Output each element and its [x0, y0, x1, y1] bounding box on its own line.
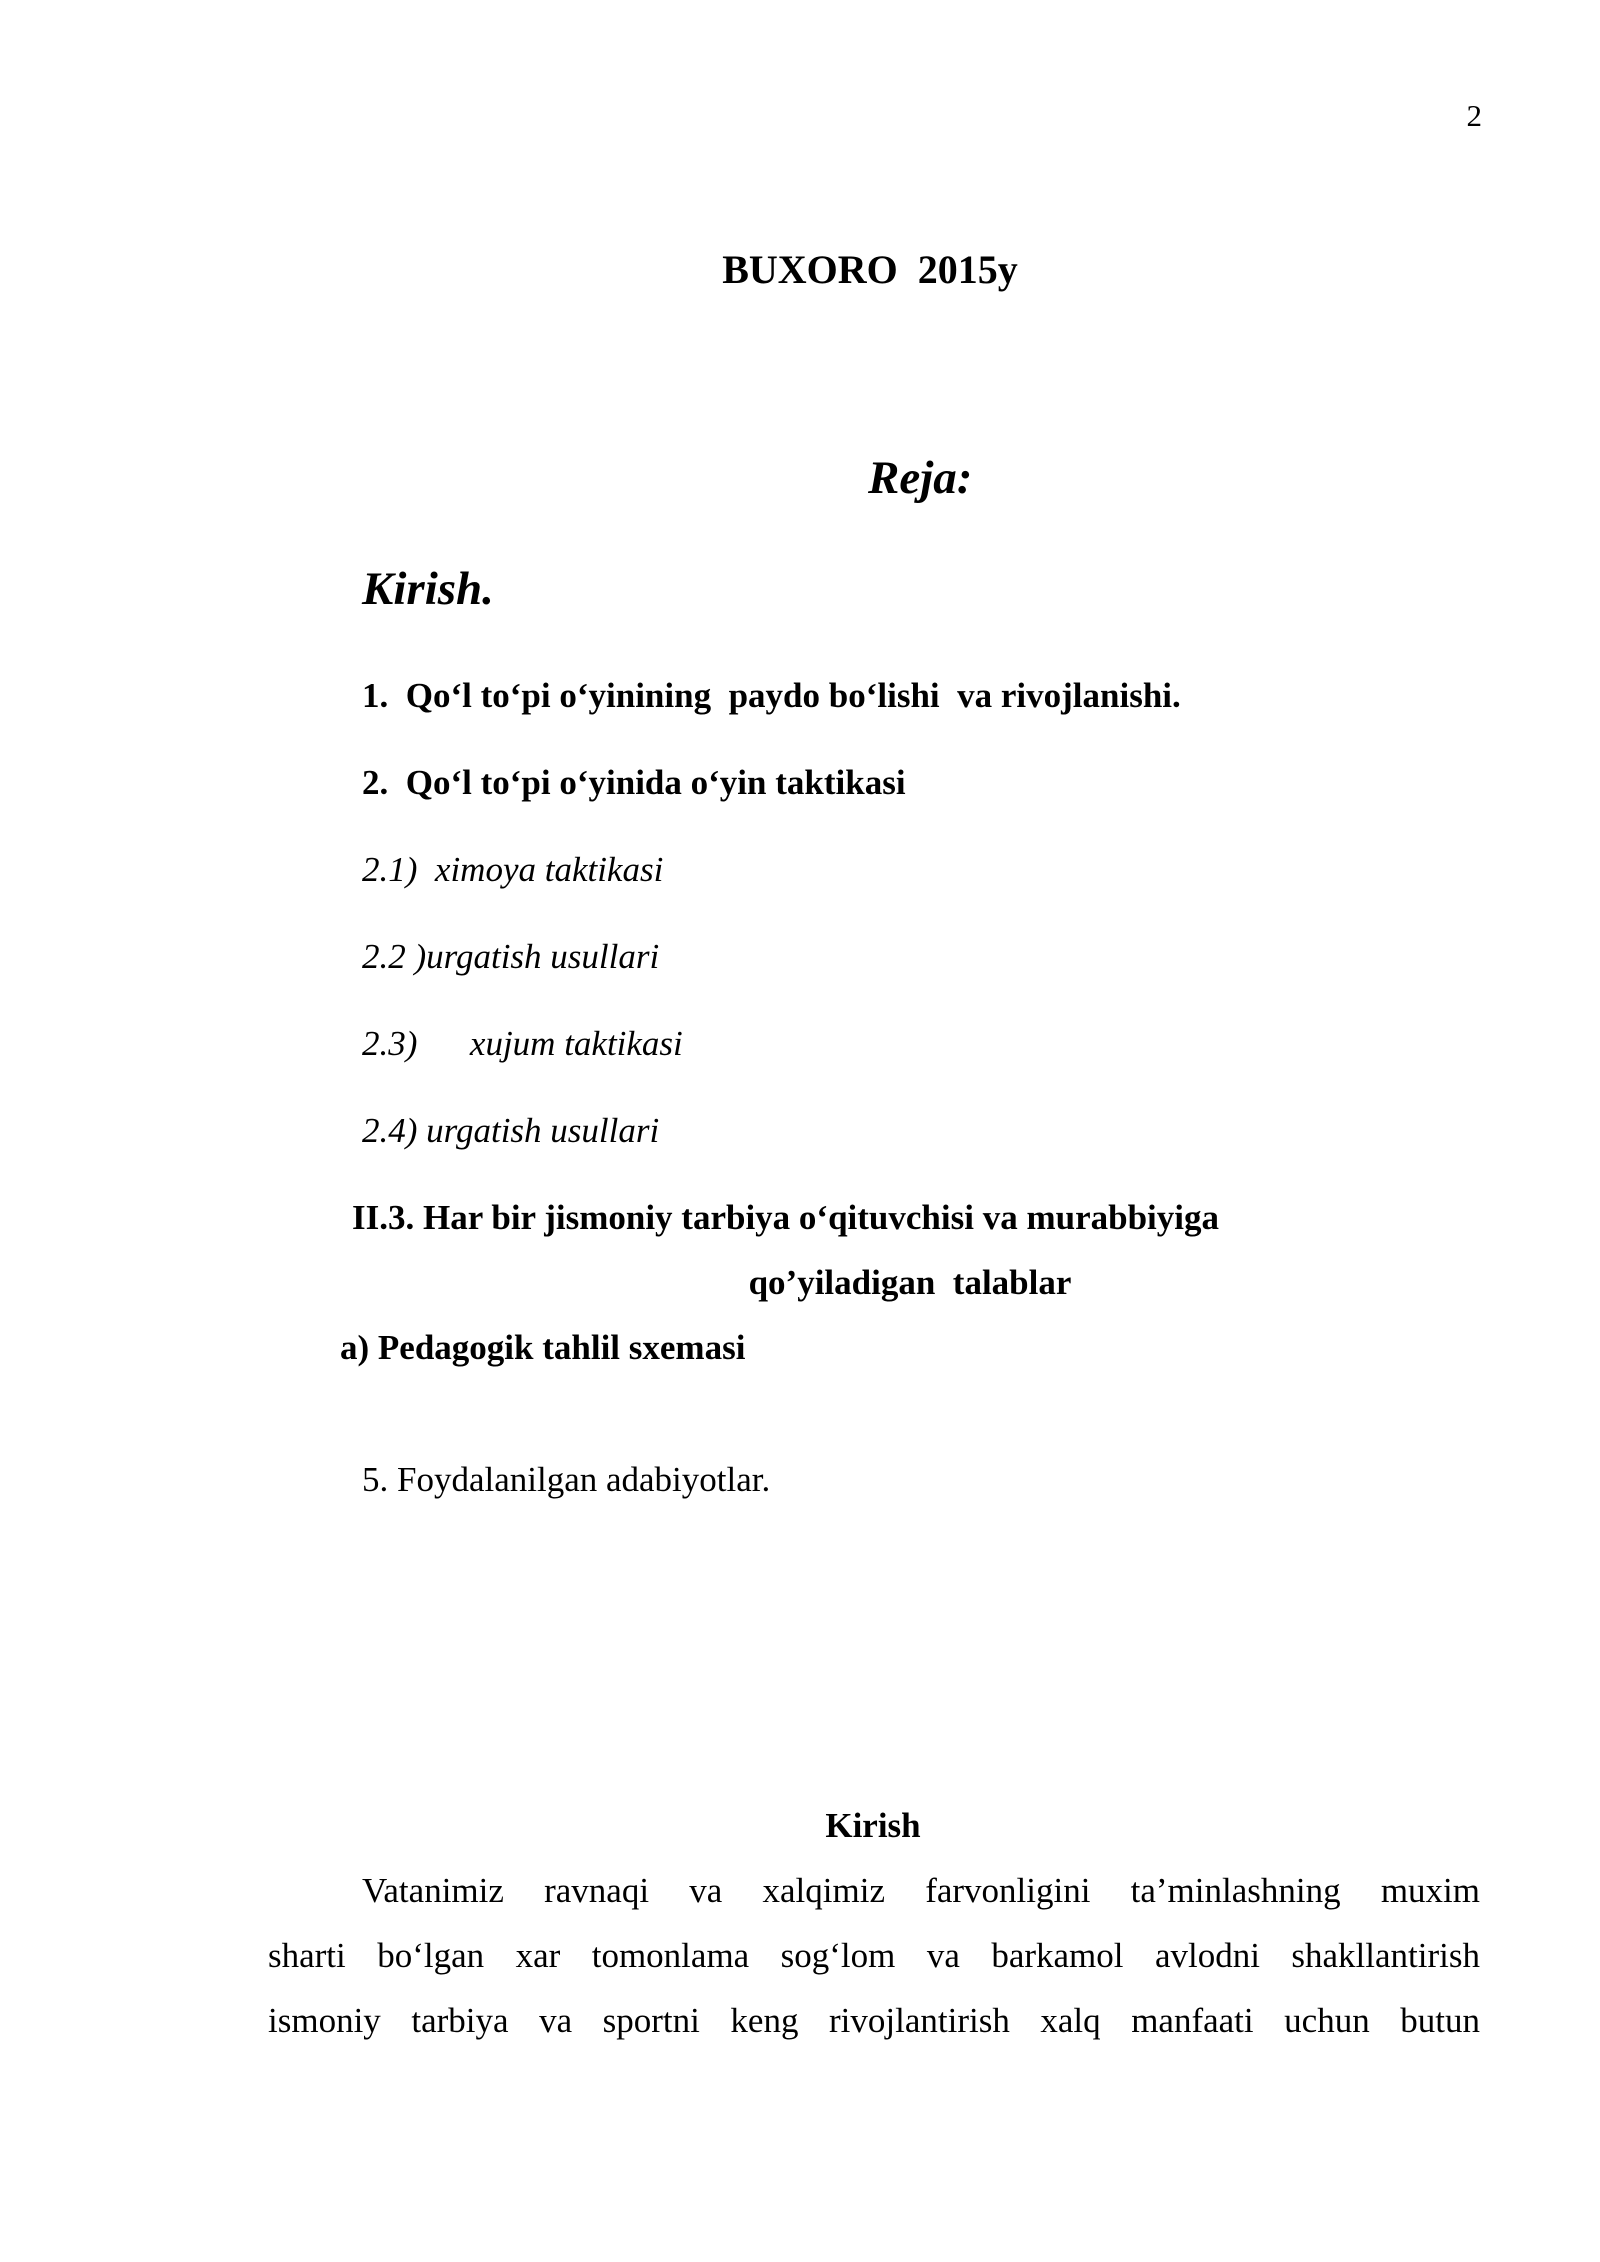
plan-subitem: 2.4) urgatish usullari — [362, 1111, 660, 1150]
paragraph-line: sharti bo‘lgan xar tomonlama sog‘lom va barkamol avlodni shakllantirish — [268, 1936, 1480, 1975]
section-heading: Kirish — [825, 1806, 921, 1845]
plan-intro-heading: Kirish. — [362, 563, 494, 615]
plan-subitem: 2.1) ximoya taktikasi — [362, 850, 664, 889]
plan-title: Reja: — [868, 452, 973, 504]
plan-item: a) Pedagogik tahlil sxemasi — [340, 1328, 746, 1367]
plan-subitem: 2.2 )urgatish usullari — [362, 937, 660, 976]
city-year-heading: BUXORO 2015y — [722, 247, 1018, 292]
plan-item: II.3. Har bir jismoniy tarbiya o‘qituvchisi va murabbiyiga — [352, 1198, 1220, 1237]
paragraph-line: ismoniy tarbiya va sportni keng rivojlantirish xalq manfaati uchun butun — [268, 2001, 1480, 2040]
plan-item-continuation: qo’yiladigan talablar — [748, 1263, 1072, 1302]
plan-item: 1. Qo‘l to‘pi o‘yinining paydo bo‘lishi va rivojlanishi. — [362, 676, 1181, 715]
plan-item: 2. Qo‘l to‘pi o‘yinida o‘yin taktikasi — [362, 763, 906, 802]
page-number: 2 — [1466, 98, 1482, 133]
plan-subitem: 2.3) xujum taktikasi — [362, 1024, 683, 1063]
paragraph-line: Vatanimiz ravnaqi va xalqimiz farvonligini ta’minlashning muxim — [362, 1871, 1480, 1910]
plan-item: 5. Foydalanilgan adabiyotlar. — [362, 1460, 771, 1499]
